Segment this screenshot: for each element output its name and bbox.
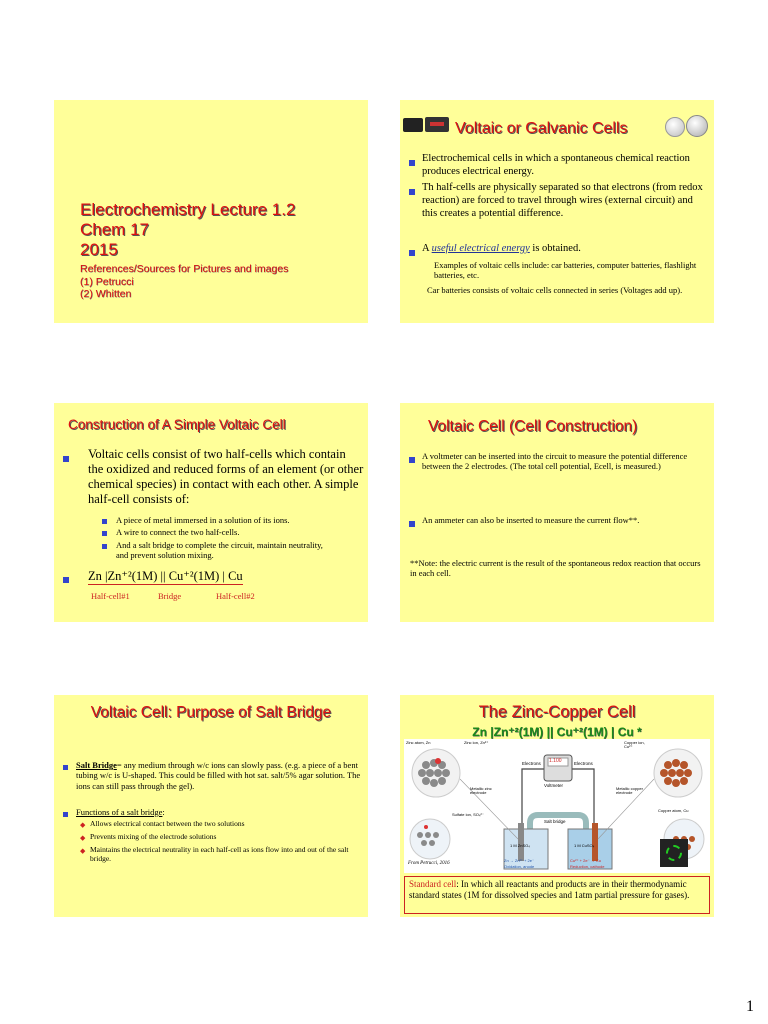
voltmeter-reading: 1.100 <box>549 758 562 764</box>
title-line-1: Electrochemistry Lecture 1.2 <box>80 200 296 219</box>
function-1: Allows electrical contact between the two solutions <box>90 819 245 828</box>
diamond-bullet: ◆ <box>80 834 86 842</box>
metallic-zinc-label: Metallic zinc electrode <box>470 786 492 796</box>
slide-4 <box>400 403 714 622</box>
bridge-label: Bridge <box>158 591 182 601</box>
page-number: 1 <box>746 998 754 1015</box>
sulfate-label: Sulfate ion, SO₄²⁻ <box>452 812 484 817</box>
function-2: Prevents mixing of the electrode solutions <box>90 832 217 841</box>
slide-2 <box>400 100 714 323</box>
slide-1 <box>54 100 368 323</box>
diagram-source: From Petrucci, 2016 <box>408 861 450 866</box>
slide-6-subtitle: Zn |Zn⁺²(1M) || Cu⁺²(1M) | Cu * <box>472 725 642 739</box>
slide-4-title: Voltaic Cell (Cell Construction) <box>428 418 638 435</box>
slide-3-title: Construction of A Simple Voltaic Cell <box>68 417 286 432</box>
copper-atom-label: Copper atom, Cu <box>658 808 689 813</box>
left-solution-label: 1 M ZnSO₄ <box>510 843 530 848</box>
half-cell-2-label: Half-cell#2 <box>216 591 255 601</box>
zinc-atom-label: Zinc atom, Zn <box>406 740 431 745</box>
anode-reaction: Zn → Zn²⁺ + 2e⁻ <box>504 858 535 863</box>
slide-4-bullet-1: A voltmeter can be inserted into the circuit to measure the potential difference between the 2 electrodes. (The total cell potential, Ecell, is measured.) <box>422 451 688 472</box>
bullet-marker <box>63 577 69 583</box>
functions-label: Functions of a salt bridge <box>76 807 163 817</box>
sub-bullet-marker <box>102 519 107 524</box>
slide-4-bullet-2: An ammeter can also be inserted to measure the current flow**. <box>422 515 640 525</box>
standard-cell-box <box>404 876 710 914</box>
reference-1: (1) Petrucci <box>80 275 134 288</box>
copper-ion-label: Copper ion, Cu²⁺ <box>624 740 645 750</box>
molecular-model-icon <box>660 839 688 867</box>
electrons-right-label: Electrons <box>574 761 593 766</box>
slide-3-sub-1: A piece of metal immersed in a solution of its ions. <box>116 515 290 525</box>
zinc-ion-label: Zinc ion, Zn²⁺ <box>464 740 489 745</box>
bullet-marker <box>409 457 415 463</box>
bullet-3-suffix: is obtained. <box>529 243 581 254</box>
salt-bridge-text: = any medium through w/c ions can slowly pass. (e.g. a piece of a bent tubing w/c is U-shaped. This could be filled with hot sat. salt/5% agar solution. The ions can still pass through the gel). <box>76 760 361 791</box>
slide-6-title: The Zinc-Copper Cell <box>478 703 636 721</box>
salt-bridge-label: Salt bridge <box>544 819 566 824</box>
right-solution-label: 1 M CuSO₄ <box>574 843 595 848</box>
anode-label: Oxidation, anode <box>504 864 535 869</box>
slide-2-note-1: Examples of voltaic cells include: car batteries, computer batteries, flashlight batteries, etc. <box>434 260 697 281</box>
cell-notation: Zn |Zn⁺²(1M) || Cu⁺²(1M) | Cu <box>88 569 243 585</box>
standard-cell-text: : In which all reactants and products are in their thermodynamic standard states (1M for dissolved species and 1atm partial pressure for gases). <box>409 879 690 900</box>
slide-3-sub-3: And a salt bridge to complete the circuit, maintain neutrality, and prevent solution mixing. <box>116 540 323 561</box>
cathode-reaction: Cu²⁺ + 2e⁻ → Cu <box>570 858 602 863</box>
title-line-3: 2015 <box>80 240 118 260</box>
slide-3 <box>54 403 368 622</box>
coin-batteries-image <box>663 112 711 138</box>
voltmeter-label: Voltmeter <box>544 783 564 788</box>
bullet-marker <box>63 765 68 770</box>
title-line-2: Chem 17 <box>80 220 149 240</box>
half-cell-1-label: Half-cell#1 <box>91 591 130 601</box>
useful-energy: useful electrical energy <box>431 243 530 254</box>
salt-bridge-label: Salt Bridge <box>76 760 117 770</box>
diamond-bullet: ◆ <box>80 847 86 855</box>
slide-5 <box>54 695 368 917</box>
references <box>80 263 288 301</box>
slide-4-note: **Note: the electric current is the result of the spontaneous redox reaction that occurs in each cell. <box>410 558 701 579</box>
slide-2-bullet-2: Th half-cells are physically separated so that electrons (from redox reaction) are forced to travel through wires (external circuit) and this creates a potential difference. <box>422 182 703 219</box>
batteries-image <box>403 114 451 136</box>
metallic-copper-label: Metallic copper electrode <box>616 786 643 796</box>
bullet-marker <box>409 250 415 256</box>
slide-3-bullet-1: Voltaic cells consist of two half-cells which contain the oxidized and reduced forms of an element (or other chemical species) in contact with each other. A simple half-cell consists of: <box>88 447 364 506</box>
slide-2-bullet-1: Electrochemical cells in which a spontaneous chemical reaction produces electrical energy. <box>422 153 690 177</box>
bullet-marker <box>63 812 68 817</box>
slide-2-title: Voltaic or Galvanic Cells <box>455 120 628 137</box>
slide-2-bullet-3 <box>422 243 710 256</box>
bullet-marker <box>63 456 69 462</box>
references-heading: References/Sources for Pictures and images <box>80 263 289 275</box>
bullet-3-prefix: A <box>422 243 432 254</box>
slide-6 <box>400 695 714 917</box>
reference-2: (2) Whitten <box>80 288 132 301</box>
slide-5-title: Voltaic Cell: Purpose of Salt Bridge <box>90 704 332 721</box>
functions-heading: Functions of a salt bridge: <box>76 807 165 817</box>
electrons-left-label: Electrons <box>522 761 541 766</box>
standard-cell-label: Standard cell <box>409 879 457 889</box>
cathode-label: Reduction, cathode <box>570 864 605 869</box>
sub-bullet-marker <box>102 531 107 536</box>
bullet-marker <box>409 189 415 195</box>
salt-bridge-definition <box>76 760 362 791</box>
bullet-marker <box>409 521 415 527</box>
slide-2-note-2: Car batteries consists of voltaic cells connected in series (Voltages add up). <box>427 285 683 295</box>
sub-bullet-marker <box>102 544 107 549</box>
slide-3-sub-2: A wire to connect the two half-cells. <box>116 527 240 537</box>
bullet-marker <box>409 160 415 166</box>
zinc-copper-cell-diagram <box>404 739 710 873</box>
function-3: Maintains the electrical neutrality in each half-cell as ions flow into and out of the salt bridge. <box>90 845 349 864</box>
diamond-bullet: ◆ <box>80 821 86 829</box>
slide-1-title <box>80 200 295 260</box>
